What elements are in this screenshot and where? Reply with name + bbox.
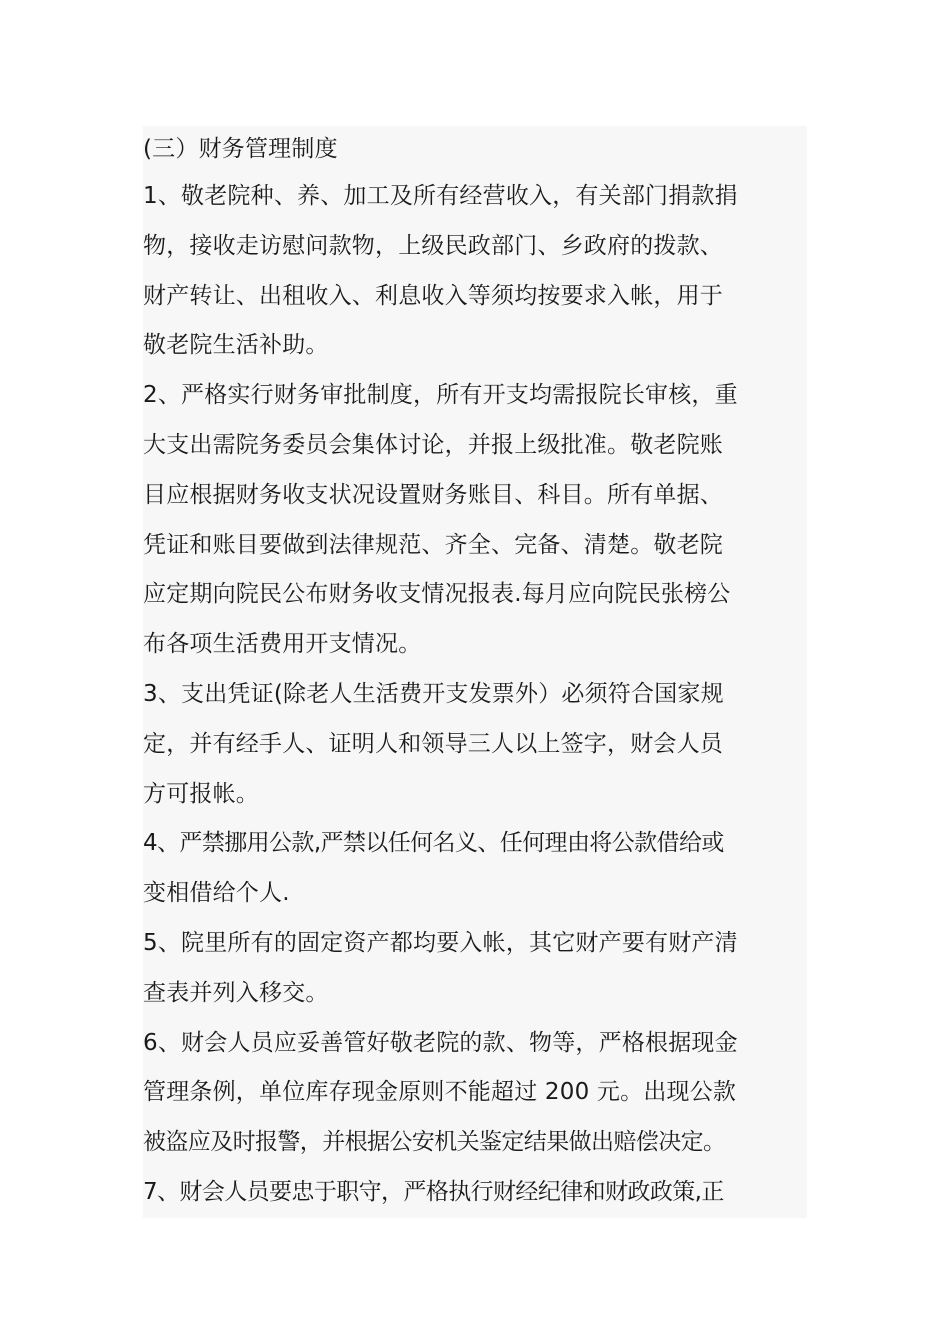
text-line: 凭证和账目要做到法律规范、齐全、完备、清楚。敬老院 xyxy=(143,531,723,558)
text-line: 4、严禁挪用公款,严禁以任何名义、任何理由将公款借给或 xyxy=(143,830,724,857)
text-line: 方可报帐。 xyxy=(143,780,259,807)
text-line: 财产转让、出租收入、利息收入等须均按要求入帐，用于 xyxy=(143,282,723,309)
text-line: 定，并有经手人、证明人和领导三人以上签字，财会人员 xyxy=(143,730,723,757)
document-body xyxy=(143,126,807,1218)
text-line: 应定期向院民公布财务收支情况报表.每月应向院民张榜公 xyxy=(143,581,731,608)
text-line: 6、财会人员应妥善管好敬老院的款、物等，严格根据现金 xyxy=(143,1029,738,1056)
text-line: 大支出需院务委员会集体讨论，并报上级批准。敬老院账 xyxy=(143,431,723,458)
text-line: 3、支出凭证(除老人生活费开支发票外）必须符合国家规 xyxy=(143,680,724,707)
text-line: 1、敬老院种、养、加工及所有经营收入，有关部门捐款捐 xyxy=(143,183,738,209)
section-heading: (三）财务管理制度 xyxy=(143,136,338,162)
text-line: 被盗应及时报警，并根据公安机关鉴定结果做出赔偿决定。 xyxy=(143,1129,726,1156)
text-line: 2、严格实行财务审批制度，所有开支均需报院长审核，重 xyxy=(143,382,738,409)
text-line: 查表并列入移交。 xyxy=(143,979,329,1006)
text-line: 布各项生活费用开支情况。 xyxy=(143,631,422,658)
text-line: 5、院里所有的固定资产都均要入帐，其它财产要有财产清 xyxy=(143,929,738,956)
text-line: 目应根据财务收支状况设置财务账目、科目。所有单据、 xyxy=(143,481,723,508)
text-line: 变相借给个人. xyxy=(143,880,290,907)
text-line: 7、财会人员要忠于职守，严格执行财经纪律和财政政策,正 xyxy=(143,1178,724,1205)
text-line: 物，接收走访慰问款物，上级民政部门、乡政府的拨款、 xyxy=(143,232,723,259)
text-line: 敬老院生活补助。 xyxy=(143,332,329,359)
text-line: 管理条例，单位库存现金原则不能超过 200 元。出现公款 xyxy=(143,1079,737,1106)
